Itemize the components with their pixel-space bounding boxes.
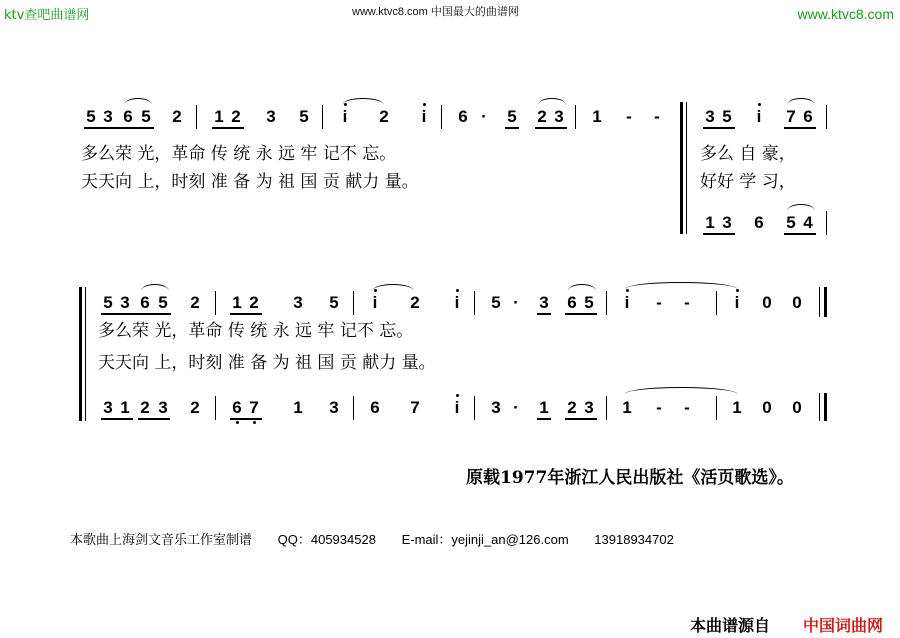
beam [565, 313, 597, 315]
lyric-line-2: 天天向 上，时刻 准 备 为 祖 国 贡 献力 量。 [98, 353, 436, 373]
qq-contact: QQ：405934528 [277, 532, 376, 547]
bracket-line [85, 287, 86, 421]
barline [215, 396, 216, 420]
note: i [454, 293, 460, 312]
note: i [756, 107, 762, 126]
note: 3 [266, 107, 276, 126]
octave-dot-low [253, 421, 256, 424]
lyric-line-2: 天天向 上，时刻 准 备 为 祖 国 贡 献力 量。 [81, 172, 419, 192]
note: - [684, 293, 690, 312]
note: 3 [329, 398, 339, 417]
barline [575, 105, 576, 129]
note: 2 [190, 293, 200, 312]
studio-credit: 本歌曲上海剑文音乐工作室制谱 [70, 532, 253, 547]
beam [535, 127, 567, 129]
note: 2 [231, 107, 241, 126]
note: 3 [158, 398, 168, 417]
beam [537, 313, 551, 315]
note: 2 [140, 398, 150, 417]
note: 6 [458, 107, 468, 126]
note: · [513, 293, 519, 312]
barline [606, 396, 607, 420]
note: i [342, 107, 348, 126]
note: 5 [722, 107, 732, 126]
barline [215, 291, 216, 315]
octave-dot [758, 103, 761, 106]
note: 5 [86, 107, 96, 126]
note: 7 [410, 398, 420, 417]
note: 7 [249, 398, 259, 417]
note: 3 [103, 398, 113, 417]
barline [826, 105, 827, 129]
octave-dot [736, 289, 739, 292]
note: 5 [507, 107, 517, 126]
beam [230, 418, 262, 420]
header-center-text: www.ktvc8.com 中国最大的曲谱网 [352, 6, 519, 18]
note: 5 [491, 293, 501, 312]
note: 2 [567, 398, 577, 417]
octave-dot [423, 103, 426, 106]
octave-dot [374, 289, 377, 292]
note: 2 [190, 398, 200, 417]
octave-dot [344, 103, 347, 106]
beam [138, 418, 170, 420]
note: 3 [491, 398, 501, 417]
note: 3 [584, 398, 594, 417]
note: 6 [232, 398, 242, 417]
note: 3 [722, 213, 732, 232]
beam [784, 233, 816, 235]
note: 1 [120, 398, 130, 417]
slur [342, 98, 384, 105]
beam [703, 233, 735, 235]
octave-dot [456, 289, 459, 292]
email-contact: E-mail：yejinji_an@126.com [401, 532, 569, 547]
note: 3 [554, 107, 564, 126]
note: 5 [329, 293, 339, 312]
note: 1 [539, 398, 549, 417]
note: 6 [803, 107, 813, 126]
bracket-line [686, 102, 687, 234]
final-barline-thin [819, 287, 820, 317]
note: 6 [567, 293, 577, 312]
site-logo-left: ktv查吧曲谱网 [4, 8, 90, 23]
slur [372, 284, 414, 291]
note: - [684, 398, 690, 417]
final-barline-thick [824, 393, 827, 421]
slur [141, 284, 169, 291]
note: 0 [762, 398, 772, 417]
beam [212, 127, 244, 129]
note: 5 [786, 213, 796, 232]
note: 6 [140, 293, 150, 312]
beam [84, 127, 154, 129]
note: 3 [120, 293, 130, 312]
note: 5 [584, 293, 594, 312]
note: 6 [754, 213, 764, 232]
final-barline-thin [819, 393, 820, 421]
octave-dot [626, 289, 629, 292]
barline [716, 291, 717, 315]
note: 3 [539, 293, 549, 312]
barline [196, 105, 197, 129]
final-barline-thick [824, 287, 827, 317]
bracket [79, 287, 82, 421]
note: 1 [592, 107, 602, 126]
note: · [513, 398, 519, 417]
slur [787, 204, 815, 211]
note: 6 [370, 398, 380, 417]
barline [606, 291, 607, 315]
note: i [734, 293, 740, 312]
note: i [421, 107, 427, 126]
note: 4 [803, 213, 813, 232]
note: 1 [732, 398, 742, 417]
barline [716, 396, 717, 420]
octave-dot-low [236, 421, 239, 424]
note: 7 [786, 107, 796, 126]
note: 0 [792, 293, 802, 312]
slur [124, 98, 152, 105]
note: · [481, 107, 487, 126]
slur [625, 282, 737, 289]
barline [474, 396, 475, 420]
source-site-link[interactable]: 中国词曲网 [803, 616, 884, 635]
note: 1 [214, 107, 224, 126]
note: i [454, 398, 460, 417]
note: i [624, 293, 630, 312]
beam [537, 418, 551, 420]
lyric-line-1: 多么荣 光，革命 传 统 永 远 牢 记不 忘。 [81, 144, 397, 164]
site-url-right: www.ktvc8.com [797, 6, 894, 22]
note: 6 [123, 107, 133, 126]
note: 1 [293, 398, 303, 417]
barline [353, 396, 354, 420]
source-label: 本曲谱源自 [690, 616, 771, 635]
note: 2 [537, 107, 547, 126]
slur [625, 387, 737, 394]
note: 0 [792, 398, 802, 417]
note: - [626, 107, 632, 126]
phone-contact: 13918934702 [594, 532, 674, 547]
beam [565, 418, 597, 420]
footer-contact [70, 529, 696, 548]
lyric-line-1: 多么 自 豪， [700, 144, 796, 164]
note: 5 [158, 293, 168, 312]
beam [230, 313, 262, 315]
beam [101, 418, 133, 420]
barline [353, 291, 354, 315]
note: 5 [141, 107, 151, 126]
slur [787, 98, 815, 105]
note: - [656, 293, 662, 312]
note: - [654, 107, 660, 126]
note: 0 [762, 293, 772, 312]
barline [474, 291, 475, 315]
barline [826, 211, 827, 235]
note: 1 [622, 398, 632, 417]
note: 2 [172, 107, 182, 126]
beam [784, 127, 816, 129]
slur [568, 284, 596, 291]
note: i [372, 293, 378, 312]
barline [322, 105, 323, 129]
note: 3 [705, 107, 715, 126]
octave-dot [456, 394, 459, 397]
barline [441, 105, 442, 129]
note: 1 [232, 293, 242, 312]
beam [703, 127, 735, 129]
note: 5 [299, 107, 309, 126]
note: 2 [410, 293, 420, 312]
note: 2 [249, 293, 259, 312]
note: 2 [379, 107, 389, 126]
lyric-line-2: 好好 学 习， [700, 172, 796, 192]
note: 1 [705, 213, 715, 232]
beam [505, 127, 519, 129]
slur [538, 98, 566, 105]
note: - [656, 398, 662, 417]
note: 3 [293, 293, 303, 312]
bracket [680, 102, 683, 234]
note: 3 [103, 107, 113, 126]
lyric-line-1: 多么荣 光，革命 传 统 永 远 牢 记不 忘。 [98, 321, 414, 341]
beam [101, 313, 171, 315]
note: 5 [103, 293, 113, 312]
publication-credit: 原载1977年浙江人民出版社《活页歌选》。 [466, 468, 794, 488]
